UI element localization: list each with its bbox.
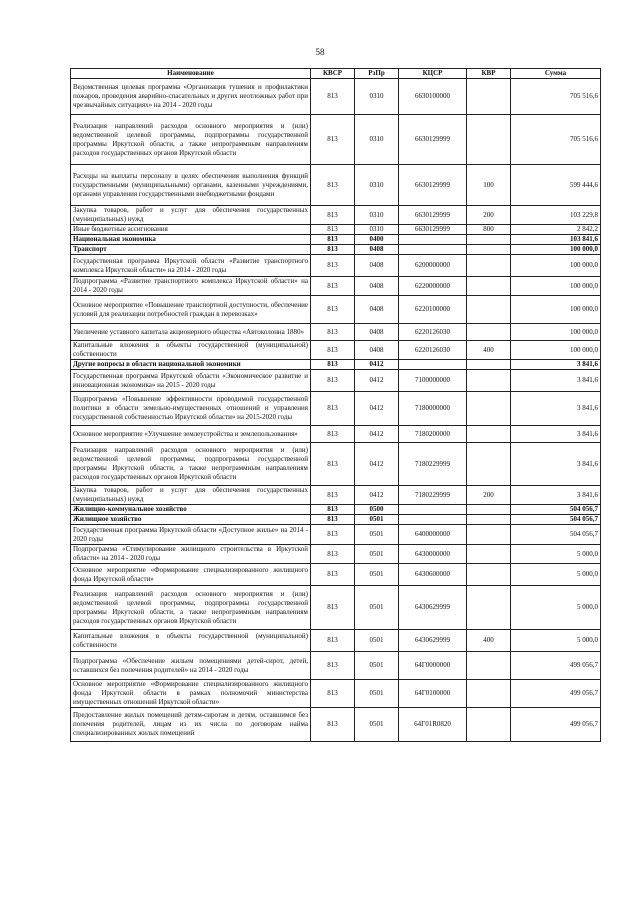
cell-rzpr: 0310 xyxy=(355,165,399,206)
cell-kcsr: 7180000000 xyxy=(399,392,467,426)
cell-kvr xyxy=(467,426,511,443)
cell-kcsr: 6220100000 xyxy=(399,296,467,324)
cell-kcsr: 6430600000 xyxy=(399,564,467,586)
table-row xyxy=(71,324,601,341)
cell-name: Капитальные вложения в объекты государственной (муниципальной) собственности xyxy=(71,630,311,652)
cell-kcsr xyxy=(399,505,467,515)
cell-name: Ведомственная целевая программа «Организация тушения и профилактики пожаров, проведения аварийно-спасательных и других неотложных работ при чрезвычайных ситуациях» на 2014 - 2020 годы xyxy=(71,79,311,115)
cell-kvr xyxy=(467,680,511,708)
cell-kvsr: 813 xyxy=(311,392,355,426)
table-body xyxy=(71,79,601,742)
cell-rzpr: 0500 xyxy=(355,505,399,515)
cell-kcsr: 64Г0000000 xyxy=(399,652,467,680)
table-row xyxy=(71,426,601,443)
cell-kcsr: 6630129999 xyxy=(399,206,467,225)
cell-rzpr: 0408 xyxy=(355,245,399,255)
cell-name: Государственная программа Иркутской области «Экономическое развитие и инновационная экономика» на 2015 - 2020 годы xyxy=(71,370,311,392)
cell-kvsr: 813 xyxy=(311,79,355,115)
cell-sum: 499 056,7 xyxy=(511,652,601,680)
cell-kvsr: 813 xyxy=(311,545,355,564)
cell-kcsr: 6630129999 xyxy=(399,165,467,206)
cell-kcsr: 7180200000 xyxy=(399,426,467,443)
cell-kvr xyxy=(467,515,511,525)
cell-kcsr: 6220126030 xyxy=(399,324,467,341)
cell-kcsr: 6220126030 xyxy=(399,341,467,360)
table-row xyxy=(71,79,601,115)
cell-name: Основное мероприятие «Повышение транспортной доступности, обеспечение условий для реализации потребностей граждан в перевозках» xyxy=(71,296,311,324)
table-row xyxy=(71,277,601,296)
cell-kcsr: 7180229999 xyxy=(399,443,467,486)
cell-name: Жилищно-коммунальное хозяйство xyxy=(71,505,311,515)
cell-kvr xyxy=(467,235,511,245)
cell-kvsr: 813 xyxy=(311,245,355,255)
cell-sum: 3 841,6 xyxy=(511,370,601,392)
cell-kcsr: 6430629999 xyxy=(399,630,467,652)
cell-name: Жилищное хозяйство xyxy=(71,515,311,525)
cell-kvr xyxy=(467,545,511,564)
cell-sum: 5 000,0 xyxy=(511,586,601,630)
cell-rzpr: 0501 xyxy=(355,515,399,525)
cell-kcsr xyxy=(399,360,467,370)
cell-kvr: 200 xyxy=(467,486,511,505)
cell-kcsr xyxy=(399,515,467,525)
cell-kcsr: 6630100000 xyxy=(399,79,467,115)
cell-sum: 3 841,6 xyxy=(511,426,601,443)
cell-sum: 599 444,6 xyxy=(511,165,601,206)
table-row xyxy=(71,255,601,277)
cell-kvsr: 813 xyxy=(311,564,355,586)
table-row xyxy=(71,680,601,708)
cell-kvsr: 813 xyxy=(311,206,355,225)
cell-kvr xyxy=(467,564,511,586)
table-row xyxy=(71,225,601,235)
cell-kvr: 200 xyxy=(467,206,511,225)
cell-kvsr: 813 xyxy=(311,324,355,341)
cell-kvr: 800 xyxy=(467,225,511,235)
cell-kvsr: 813 xyxy=(311,235,355,245)
table-row xyxy=(71,370,601,392)
cell-name: Подпрограмма «Стимулирование жилищного строительства в Иркутской области» на 2014 - 2020 годы xyxy=(71,545,311,564)
cell-sum: 103 841,6 xyxy=(511,235,601,245)
cell-name: Расходы на выплаты персоналу в целях обеспечения выполнения функций государственными (муниципальными) органами, казенными учреждениями, органами управления государственными внебюджетными фондами xyxy=(71,165,311,206)
cell-name: Национальная экономика xyxy=(71,235,311,245)
cell-name: Закупка товаров, работ и услуг для обеспечения государственных (муниципальных) нужд xyxy=(71,486,311,505)
cell-kvsr: 813 xyxy=(311,255,355,277)
cell-name: Подпрограмма «Обеспечение жильем помещениями детей-сирот, детей, оставшихся без попечения родителей» на 2014 - 2020 годы xyxy=(71,652,311,680)
cell-sum: 100 000,0 xyxy=(511,341,601,360)
cell-kvr xyxy=(467,525,511,545)
cell-name: Основное мероприятие «Формирование специализированного жилищного фонда Иркутской области» xyxy=(71,564,311,586)
cell-name: Подпрограмма «Развитие транспортного комплекса Иркутской области» на 2014 - 2020 годы xyxy=(71,277,311,296)
cell-kvsr: 813 xyxy=(311,505,355,515)
table-row xyxy=(71,525,601,545)
cell-kvr xyxy=(467,324,511,341)
cell-name: Основное мероприятие «Формирование специализированного жилищного фонда Иркутской области в рамках полномочий министерства имущественных отношений Иркутской области» xyxy=(71,680,311,708)
cell-sum: 5 000,0 xyxy=(511,564,601,586)
cell-kvr xyxy=(467,652,511,680)
cell-kvr xyxy=(467,277,511,296)
cell-kcsr xyxy=(399,235,467,245)
cell-name: Предоставление жилых помещений детям-сиротам и детям, оставшимся без попечения родителей, лицам из их числа по договорам найма специализированных жилых помещений xyxy=(71,708,311,742)
cell-kvr: 400 xyxy=(467,630,511,652)
cell-kvsr: 813 xyxy=(311,277,355,296)
cell-kvsr: 813 xyxy=(311,680,355,708)
page-number: 58 xyxy=(315,47,325,57)
table-row xyxy=(71,235,601,245)
cell-name: Реализация направлений расходов основного мероприятия и (или) ведомственной целевой программы, подпрограммы государственной программы Иркутской области, а также непрограммным направлениям расходов государственных органов Иркутской области xyxy=(71,586,311,630)
cell-kvsr: 813 xyxy=(311,225,355,235)
cell-rzpr: 0408 xyxy=(355,296,399,324)
cell-sum: 100 000,0 xyxy=(511,324,601,341)
cell-kcsr: 6630129999 xyxy=(399,225,467,235)
cell-name: Государственная программа Иркутской области «Развитие транспортного комплекса Иркутской области» на 2014 - 2020 годы xyxy=(71,255,311,277)
cell-kvr: 100 xyxy=(467,165,511,206)
cell-kvsr: 813 xyxy=(311,525,355,545)
cell-name: Государственная программа Иркутской области «Доступное жилье» на 2014 - 2020 годы xyxy=(71,525,311,545)
cell-rzpr: 0412 xyxy=(355,370,399,392)
table-header-row xyxy=(71,69,601,79)
cell-name: Реализация направлений расходов основного мероприятия и (или) ведомственной целевой программы, подпрограммы государственной программы Иркутской области, а также непрограммным направлениям расходов государственных органов Иркутской области xyxy=(71,443,311,486)
table-row xyxy=(71,486,601,505)
cell-sum: 3 841,6 xyxy=(511,486,601,505)
cell-sum: 100 000,0 xyxy=(511,245,601,255)
table-row xyxy=(71,708,601,742)
table-row xyxy=(71,165,601,206)
table-row xyxy=(71,545,601,564)
cell-name: Транспорт xyxy=(71,245,311,255)
header-kvr: КВР xyxy=(467,69,511,79)
cell-kvsr: 813 xyxy=(311,486,355,505)
header-name: Наименование xyxy=(71,69,311,79)
cell-rzpr: 0412 xyxy=(355,392,399,426)
cell-kvr xyxy=(467,360,511,370)
cell-rzpr: 0408 xyxy=(355,324,399,341)
cell-name: Другие вопросы в области национальной экономики xyxy=(71,360,311,370)
cell-kvsr: 813 xyxy=(311,341,355,360)
cell-kvsr: 813 xyxy=(311,360,355,370)
cell-sum: 504 056,7 xyxy=(511,515,601,525)
cell-rzpr: 0501 xyxy=(355,680,399,708)
cell-rzpr: 0501 xyxy=(355,586,399,630)
table-row xyxy=(71,245,601,255)
cell-kcsr: 6430000000 xyxy=(399,545,467,564)
cell-rzpr: 0412 xyxy=(355,486,399,505)
cell-rzpr: 0501 xyxy=(355,525,399,545)
cell-rzpr: 0501 xyxy=(355,652,399,680)
cell-kvsr: 813 xyxy=(311,115,355,165)
cell-rzpr: 0310 xyxy=(355,225,399,235)
cell-sum: 3 841,6 xyxy=(511,443,601,486)
cell-kcsr: 6630129999 xyxy=(399,115,467,165)
cell-kcsr: 7100000000 xyxy=(399,370,467,392)
cell-kcsr: 7180229999 xyxy=(399,486,467,505)
cell-kvr xyxy=(467,296,511,324)
cell-kcsr: 6200000000 xyxy=(399,255,467,277)
table-row xyxy=(71,630,601,652)
cell-rzpr: 0501 xyxy=(355,708,399,742)
cell-kvsr: 813 xyxy=(311,515,355,525)
cell-kvr xyxy=(467,255,511,277)
cell-sum: 100 000,0 xyxy=(511,255,601,277)
cell-sum: 705 516,6 xyxy=(511,115,601,165)
cell-kcsr xyxy=(399,245,467,255)
cell-name: Капитальные вложения в объекты государственной (муниципальной) собственности xyxy=(71,341,311,360)
cell-name: Реализация направлений расходов основного мероприятия и (или) ведомственной целевой программы, подпрограммы государственной программы Иркутской области, а также непрограммным направлениям расходов государственных органов Иркутской области xyxy=(71,115,311,165)
cell-kvsr: 813 xyxy=(311,586,355,630)
cell-kvr xyxy=(467,392,511,426)
table-row xyxy=(71,392,601,426)
table-row xyxy=(71,206,601,225)
cell-kvr xyxy=(467,586,511,630)
cell-rzpr: 0501 xyxy=(355,564,399,586)
cell-kcsr: 64Г0100000 xyxy=(399,680,467,708)
cell-name: Иные бюджетные ассигнования xyxy=(71,225,311,235)
table-row xyxy=(71,115,601,165)
header-rzpr: РзПр xyxy=(355,69,399,79)
cell-kvsr: 813 xyxy=(311,296,355,324)
budget-table xyxy=(70,68,601,742)
cell-rzpr: 0400 xyxy=(355,235,399,245)
cell-kvsr: 813 xyxy=(311,165,355,206)
table-row xyxy=(71,443,601,486)
cell-kvr xyxy=(467,443,511,486)
cell-kvsr: 813 xyxy=(311,426,355,443)
cell-name: Закупка товаров, работ и услуг для обеспечения государственных (муниципальных) нужд xyxy=(71,206,311,225)
table-row xyxy=(71,652,601,680)
cell-rzpr: 0412 xyxy=(355,443,399,486)
cell-rzpr: 0412 xyxy=(355,426,399,443)
cell-kvsr: 813 xyxy=(311,370,355,392)
cell-sum: 5 000,0 xyxy=(511,545,601,564)
cell-rzpr: 0408 xyxy=(355,255,399,277)
cell-sum: 499 056,7 xyxy=(511,708,601,742)
header-kvsr: КВСР xyxy=(311,69,355,79)
cell-rzpr: 0408 xyxy=(355,341,399,360)
table-row xyxy=(71,341,601,360)
header-kcsr: КЦСР xyxy=(399,69,467,79)
cell-sum: 504 056,7 xyxy=(511,525,601,545)
cell-kcsr: 6400000000 xyxy=(399,525,467,545)
cell-kcsr: 64Г01R0820 xyxy=(399,708,467,742)
cell-sum: 100 000,0 xyxy=(511,277,601,296)
cell-rzpr: 0310 xyxy=(355,115,399,165)
cell-rzpr: 0412 xyxy=(355,360,399,370)
cell-rzpr: 0501 xyxy=(355,630,399,652)
table-row xyxy=(71,586,601,630)
cell-sum: 499 056,7 xyxy=(511,680,601,708)
cell-name: Подпрограмма «Повышение эффективности проводимой государственной политики в области земельно-имущественных отношений и управления государственной собственностью Иркутской области» на 2015-2020 годы xyxy=(71,392,311,426)
table-row xyxy=(71,505,601,515)
table-row xyxy=(71,515,601,525)
cell-sum: 2 842,2 xyxy=(511,225,601,235)
cell-kvr xyxy=(467,708,511,742)
header-sum: Сумма xyxy=(511,69,601,79)
cell-sum: 3 841,6 xyxy=(511,360,601,370)
table-row xyxy=(71,360,601,370)
cell-kcsr: 6430629999 xyxy=(399,586,467,630)
table-row xyxy=(71,564,601,586)
cell-kvr: 400 xyxy=(467,341,511,360)
cell-kvr xyxy=(467,115,511,165)
cell-kvsr: 813 xyxy=(311,443,355,486)
cell-sum: 103 229,8 xyxy=(511,206,601,225)
cell-kvsr: 813 xyxy=(311,708,355,742)
cell-sum: 504 056,7 xyxy=(511,505,601,515)
cell-sum: 3 841,6 xyxy=(511,392,601,426)
table-row xyxy=(71,296,601,324)
cell-rzpr: 0501 xyxy=(355,545,399,564)
cell-kvsr: 813 xyxy=(311,652,355,680)
cell-kvr xyxy=(467,245,511,255)
cell-sum: 5 000,0 xyxy=(511,630,601,652)
cell-kvr xyxy=(467,370,511,392)
cell-sum: 100 000,0 xyxy=(511,296,601,324)
cell-kvr xyxy=(467,505,511,515)
cell-name: Увеличение уставного капитала акционерного общества «Автоколонна 1880» xyxy=(71,324,311,341)
cell-kvsr: 813 xyxy=(311,630,355,652)
cell-kvr xyxy=(467,79,511,115)
cell-rzpr: 0408 xyxy=(355,277,399,296)
cell-rzpr: 0310 xyxy=(355,206,399,225)
cell-rzpr: 0310 xyxy=(355,79,399,115)
cell-name: Основное мероприятие «Улучшение землеустройства и землепользования» xyxy=(71,426,311,443)
cell-sum: 705 516,6 xyxy=(511,79,601,115)
cell-kcsr: 6220000000 xyxy=(399,277,467,296)
